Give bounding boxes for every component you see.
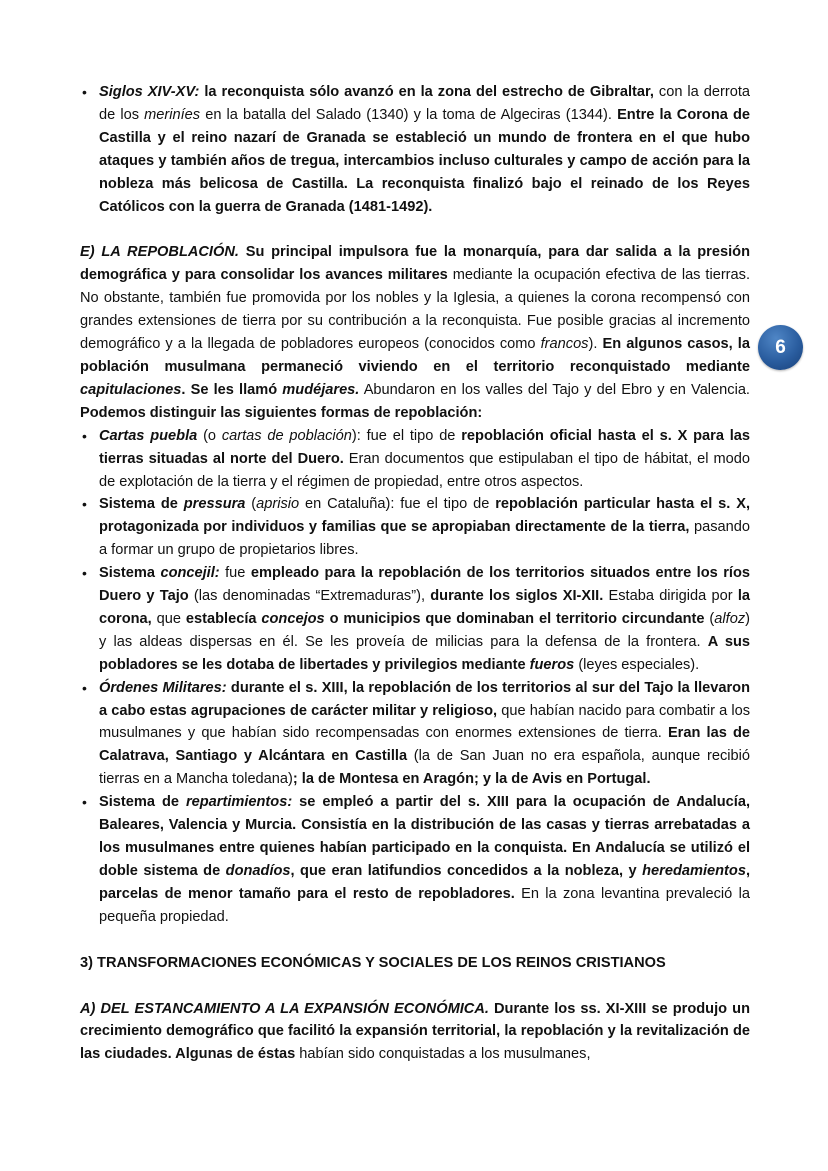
text-run: A sus pobladores se les dotaba de libertades y privilegios mediante	[99, 633, 751, 673]
text-run: Cartas puebla	[99, 427, 198, 444]
page-number: 6	[775, 336, 786, 358]
bullet-icon: •	[82, 84, 87, 100]
text-run: mediante la ocupación efectiva de las tierras. No obstante, también fue promovida por los nobles y la Iglesia, a quienes la corona recompensó con grandes extensiones de tierra por su contribución a la reconquista. Fue posible gracias al incremento demográfico y a la llegada de pobladores europeos (conocidos como	[80, 267, 751, 353]
text-run: en Cataluña): fue el tipo de	[299, 496, 496, 513]
text-run: Abundaron en los valles del Tajo y del Ebro y en Valencia.	[359, 381, 750, 398]
text-run: ; la de Montesa en Aragón; y la de Avis en Portugal.	[292, 771, 651, 788]
bullet-icon: •	[82, 679, 87, 696]
text-run: En algunos casos, la población musulmana permaneció viviendo en el territorio reconquistado mediante	[80, 336, 750, 375]
text-run: En la zona levantina prevaleció la pequeña propiedad.	[99, 885, 750, 925]
bullet-item	[80, 493, 750, 562]
text-run: meriníes	[144, 106, 201, 123]
text-run: ).	[588, 336, 603, 353]
paragraph-spacer	[80, 218, 750, 241]
bullet-item	[80, 81, 750, 218]
document-body	[80, 81, 750, 1066]
text-run: , parcelas de menor tamaño para el resto de repobladores.	[99, 862, 750, 902]
text-run: fue	[219, 565, 251, 582]
bullet-icon: •	[82, 496, 87, 513]
paragraph-spacer	[80, 975, 750, 998]
text-run: . Se les llamó	[181, 381, 283, 398]
text-run: heredamientos	[642, 862, 746, 879]
text-run: francos	[540, 336, 589, 353]
text-run: concejos	[261, 610, 325, 627]
text-run: Sistema de	[99, 794, 186, 811]
text-run: Sistema de	[99, 496, 184, 513]
bullet-item	[80, 677, 750, 792]
text-run: que	[151, 610, 186, 627]
text-run: durante los siglos XI-XII.	[430, 588, 604, 605]
text-run: A) DEL ESTANCAMIENTO A LA EXPANSIÓN ECONÓMICA.	[80, 1000, 489, 1017]
text-run: Estaba dirigida por	[603, 588, 738, 605]
text-run: la reconquista sólo avanzó en la zona del estrecho de Gibraltar,	[199, 84, 654, 100]
bullet-icon: •	[82, 427, 87, 444]
bullet-item	[80, 425, 750, 494]
text-run: o municipios que dominaban el territorio circundante	[324, 610, 705, 627]
text-run: Podemos distinguir las siguientes formas de repoblación:	[80, 404, 483, 421]
text-run: aprisio	[256, 496, 300, 513]
text-run: (las denominadas “Extremaduras”),	[188, 588, 431, 605]
text-run: empleado para la repoblación de los territorios situados entre los ríos Duero y Tajo	[99, 565, 751, 605]
text-run: pressura	[183, 496, 246, 513]
bullet-item	[80, 791, 750, 928]
text-run: Sistema	[99, 565, 161, 582]
text-run: (leyes especiales).	[574, 656, 700, 673]
text-run: Durante los ss. XI-XIII se produjo un crecimiento demográfico que facilitó la expansión territorial, la repoblación y la revitalización de las ciudades. Algunas de éstas	[80, 1000, 750, 1063]
text-run: alfoz	[714, 610, 746, 627]
text-run: repoblación oficial hasta el s. X para las tierras situadas al norte del Duero.	[99, 427, 751, 467]
text-run: concejil:	[160, 565, 220, 582]
text-run: Órdenes Militares:	[99, 679, 227, 696]
text-run: la corona,	[99, 588, 750, 627]
page-number-badge	[758, 325, 803, 370]
text-run: (	[704, 610, 715, 627]
paragraph-spacer	[80, 929, 750, 952]
paragraph	[80, 952, 750, 975]
text-run: 3) TRANSFORMACIONES ECONÓMICAS Y SOCIALES DE LOS REINOS CRISTIANOS	[80, 954, 666, 971]
text-run: pasando a formar un grupo de propietarios libres.	[99, 519, 750, 559]
text-run: , que eran latifundios concedidos a la nobleza, y	[290, 862, 643, 879]
text-run: ): fue el tipo de	[351, 427, 462, 444]
text-run: Eran las de Calatrava, Santiago y Alcántara en Castilla	[99, 725, 750, 765]
text-run: Entre la Corona de Castilla y el reino nazarí de Granada se estableció un mundo de frontera en el que hubo ataques y también años de tregua, intercambios incluso culturales y campo de acción para la nobleza más belicosa de Castilla. La reconquista finalizó bajo el reinado de los Reyes Católicos con la guerra de Granada (1481-1492).	[99, 106, 751, 215]
text-run: que habían nacido para combatir a los musulmanes y que habían sido recompensadas con enormes extensiones de tierra.	[99, 702, 750, 742]
text-run: donadíos	[225, 862, 291, 879]
text-run: mudéjares.	[282, 381, 360, 398]
paragraph	[80, 241, 750, 424]
text-run: E) LA REPOBLACIÓN.	[80, 244, 239, 261]
text-run: cartas de población	[221, 427, 352, 444]
text-run: (	[245, 496, 257, 513]
text-run: Eran documentos que estipulaban el tipo de hábitat, el modo de explotación de la tierra y el régimen de propiedad, entre otros aspectos.	[99, 450, 750, 490]
text-run: con la derrota de los	[99, 84, 750, 123]
text-run: durante el s. XIII, la repoblación de los territorios al sur del Tajo la llevaron a cabo estas agrupaciones de carácter militar y religioso,	[99, 679, 750, 719]
text-run: ) y las aldeas dispersas en él. Se les proveía de milicias para la defensa de la frontera.	[99, 610, 750, 650]
text-run: (o	[197, 427, 222, 444]
bullet-icon: •	[82, 794, 87, 811]
text-run: habían sido conquistadas a los musulmanes,	[295, 1046, 591, 1063]
text-run: repartimientos:	[185, 794, 293, 811]
paragraph	[80, 998, 750, 1067]
bullet-icon: •	[82, 565, 87, 582]
text-run: se empleó a partir del s. XIII para la ocupación de Andalucía, Baleares, Valencia y Murcia. Consistía en la distribución de las casas y tierras arrebatadas a los musulmanes entre quienes habían participado en la conquista. En Andalucía se utilizó el doble sistema de	[99, 794, 750, 879]
text-run: (la de San Juan no era española, aunque recibió tierras en a Mancha toledana)	[99, 748, 750, 788]
bullet-item	[80, 562, 750, 677]
text-run: fueros	[529, 656, 575, 673]
text-run: en la batalla del Salado (1340) y la toma de Algeciras (1344).	[200, 106, 618, 123]
text-run: Siglos XIV-XV:	[99, 84, 200, 100]
text-run: capitulaciones	[80, 381, 182, 398]
text-run: Su principal impulsora fue la monarquía, para dar salida a la presión demográfica y para consolidar los avances militares	[80, 244, 750, 284]
text-run: repoblación particular hasta el s. X, protagonizada por individuos y familias que se apropiaban directamente de la tierra,	[99, 496, 750, 536]
text-run: establecía	[185, 610, 262, 627]
